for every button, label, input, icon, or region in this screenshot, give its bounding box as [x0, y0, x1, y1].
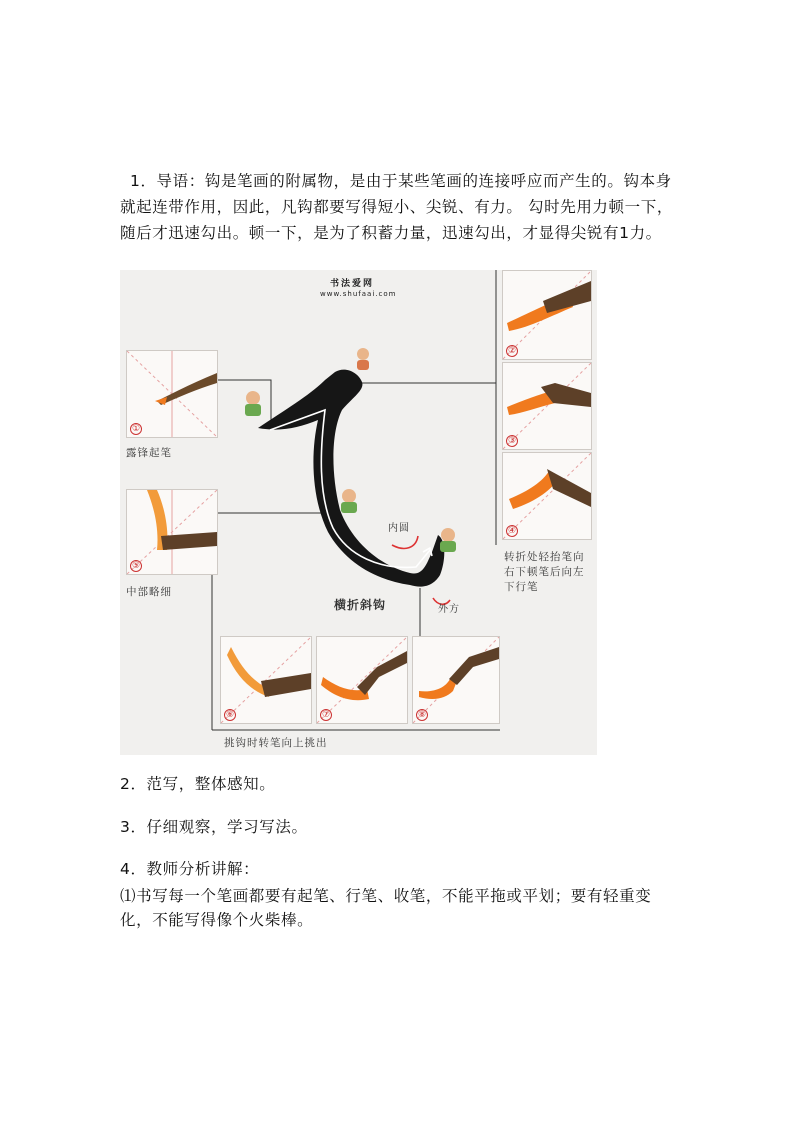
watermark-url: www.shufaai.com	[320, 290, 397, 298]
caption-start: 露锋起笔	[126, 447, 172, 459]
step-photo-5: ⑤	[126, 489, 218, 575]
step-4-text: 4．教师分析讲解：	[120, 860, 260, 878]
cartoon-kid-2	[245, 391, 261, 416]
step-photo-4: ④	[502, 452, 592, 540]
stroke-name: 横折斜钩	[334, 598, 387, 612]
cartoon-kid-4	[440, 528, 456, 552]
hook-stroke-illustration	[120, 270, 597, 755]
step-3-text: 3．仔细观察，学习写法。	[120, 818, 308, 836]
intro-paragraph: 1．导语：钩是笔画的附属物，是由于某些笔画的连接呼应而产生的。钩本身就起连带作用，因此，凡钩都要写得短小、尖锐、有力。 勾时先用力顿一下，随后才迅速勾出。顿一下，是为了积蓄力量，迅速勾出，才显得尖锐有1力。	[120, 172, 673, 242]
watermark-name: 书法爱网	[330, 279, 375, 289]
step-photo-3: ③	[502, 362, 592, 450]
cartoon-kid-1	[357, 348, 369, 370]
step-2-text: 2．范写，整体感知。	[120, 775, 276, 793]
cartoon-kid-3	[341, 489, 357, 513]
analysis-paragraph: ⑴书写每一个笔画都要有起笔、行笔、收笔，不能平拖或平划；要有轻重变化，不能写得像个火柴棒。	[120, 887, 652, 929]
label-inner-round: 内圆	[388, 523, 410, 534]
step-photo-2: ②	[502, 270, 592, 360]
caption-middle: 中部略细	[126, 586, 172, 598]
caption-hook: 挑钩时转笔向上挑出	[224, 737, 328, 749]
caption-turn: 转折处轻抬笔向 右下顿笔后向左 下行笔	[504, 551, 585, 593]
step-photo-6: ⑥	[220, 636, 312, 724]
step-photo-1: ①	[126, 350, 218, 438]
step-photo-8: ⑧	[412, 636, 500, 724]
step-photo-7: ⑦	[316, 636, 408, 724]
label-outer-square: 外方	[438, 604, 460, 615]
